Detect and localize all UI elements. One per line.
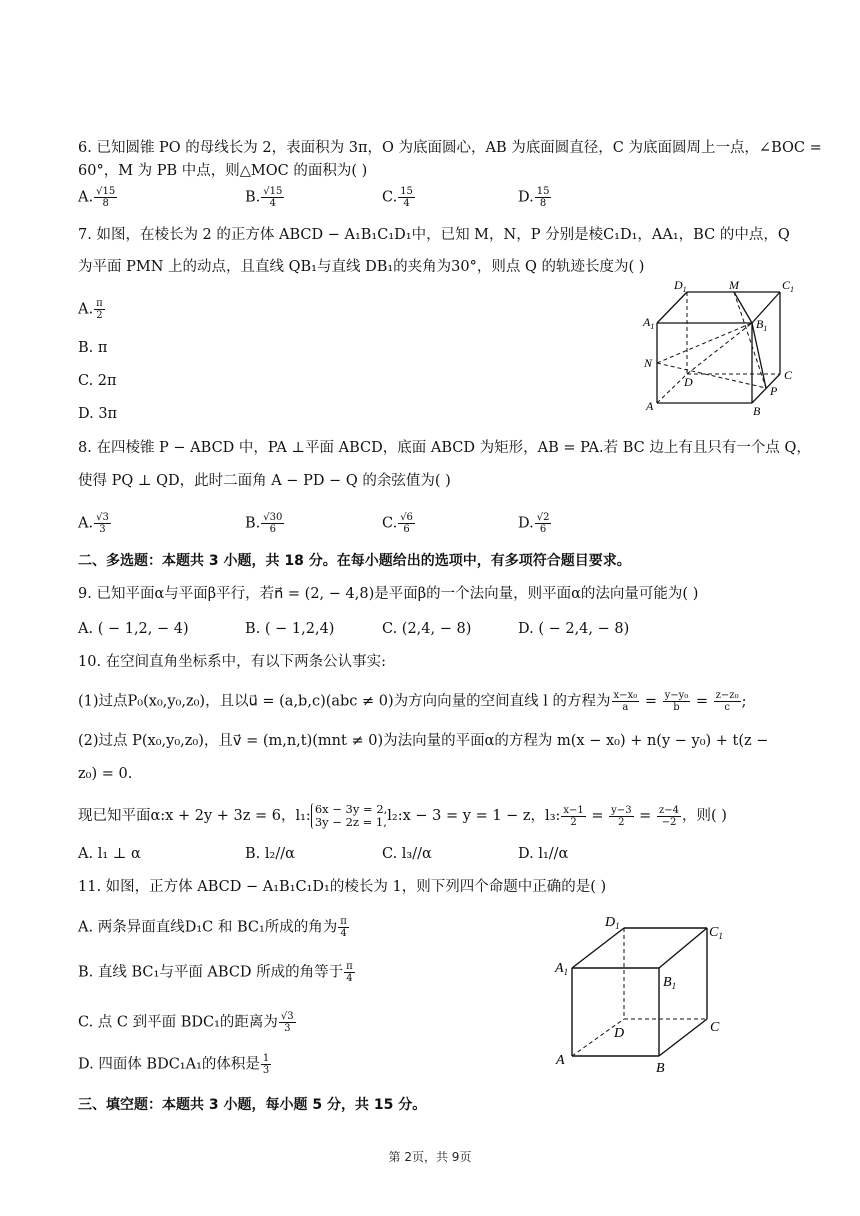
q11-option-a: A. 两条异面直线D₁C 和 BC₁所成的角为 $\frac{\pi}{4}$ bbox=[78, 916, 347, 939]
q6-option-d: D. $\frac{15}{8}$ bbox=[518, 186, 550, 209]
q11-label-d: D bbox=[614, 1026, 625, 1041]
q10-known-line: 现已知平面α:x + 2y + 3z = 6，l₁: 6x − 3y = 2, 3y − 2z = 1, l₂:x − 3 = y = 1 − z，l₃: $\frac{x-1}{2}$ = $\frac{y-3}{2}$ = $\frac{z-4}{-2}$ ，则( ) bbox=[78, 802, 727, 829]
q7-option-d: D. 3π bbox=[78, 406, 118, 422]
q11-label-c1: $C_1$ bbox=[709, 925, 723, 941]
q9-line1: 9. 已知平面α与平面β平行，若n⃗ = (2, − 4,8)是平面β的一个法向量，则平面α的法向量可能为( ) bbox=[78, 586, 699, 602]
q6-option-b: B. $\frac{√15}{4}$ bbox=[245, 186, 283, 209]
q7-label-p: P bbox=[770, 384, 778, 398]
q7-label-b1: $B_1$ bbox=[756, 317, 768, 333]
q6-option-a: A. $\frac{√15}{8}$ bbox=[78, 186, 116, 209]
page-footer: 第 2页，共 9页 bbox=[388, 1150, 472, 1164]
q11-option-c: C. 点 C 到平面 BDC₁的距离为 $\frac{√3}{3}$ bbox=[78, 1011, 294, 1034]
q7-label-d1: $D_1$ bbox=[674, 278, 687, 294]
q10-fact1: (1)过点P₀(x₀,y₀,z₀)，且以u⃗ = (a,b,c)(abc ≠ 0)为方向向量的空间直线 l 的方程为 $\frac{\text{x−x₀}}{a}$ = $\frac{\text{y−y₀}}{b}$ = $\frac{\text{z−z₀}}{c}$ ; bbox=[78, 690, 747, 713]
q7-option-c: C. 2π bbox=[78, 373, 117, 389]
q7-line1: 7. 如图，在棱长为 2 的正方体 ABCD − A₁B₁C₁D₁中，已知 M，N，P 分别是棱C₁D₁，AA₁，BC 的中点，Q bbox=[78, 227, 790, 243]
q7-option-b: B. π bbox=[78, 340, 108, 356]
q9-option-d: D. ( − 2,4, − 8) bbox=[518, 621, 630, 637]
q10-fact2-line1: (2)过点 P(x₀,y₀,z₀)，且v⃗ = (m,n,t)(mnt ≠ 0)为法向量的平面α的方程为 m(x − x₀) + n(y − y₀) + t(z − bbox=[78, 733, 769, 749]
q7-option-a: A. $\frac{\pi}{2}$ bbox=[78, 298, 103, 321]
q8-line1: 8. 在四棱锥 P − ABCD 中，PA ⊥平面 ABCD，底面 ABCD 为矩形，AB = PA.若 BC 边上有且只有一个点 Q， bbox=[78, 440, 811, 456]
q9-option-a: A. ( − 1,2, − 4) bbox=[78, 621, 189, 637]
q7-line2: 为平面 PMN 上的动点，且直线 QB₁与直线 DB₁的夹角为30°，则点 Q 的轨迹长度为( ) bbox=[78, 259, 645, 275]
q10-option-a: A. l₁ ⊥ α bbox=[78, 846, 141, 862]
section-heading-fill-in: 三、填空题：本题共 3 小题，每小题 5 分，共 15 分。 bbox=[78, 1097, 427, 1113]
q7-label-a1: $A_1$ bbox=[643, 315, 655, 331]
q8-option-b: B. $\frac{√30}{6}$ bbox=[245, 512, 283, 535]
q11-label-a1: $A_1$ bbox=[555, 961, 569, 977]
q8-option-c: C. $\frac{√6}{6}$ bbox=[382, 512, 413, 535]
section-heading-multiple-choice: 二、多选题：本题共 3 小题，共 18 分。在每小题给出的选项中，有多项符合题目要求。 bbox=[78, 553, 631, 569]
q10-fact2-line2: z₀) = 0. bbox=[78, 766, 133, 782]
q10-line1: 10. 在空间直角坐标系中，有以下两条公认事实: bbox=[78, 654, 387, 670]
q11-label-c: C bbox=[710, 1020, 720, 1035]
q6-line1: 6. 已知圆锥 PO 的母线长为 2，表面积为 3π，O 为底面圆心，AB 为底面圆直径，C 为底面圆周上一点，∠BOC = bbox=[78, 140, 822, 156]
q7-label-n: N bbox=[644, 356, 653, 370]
q7-cube-figure bbox=[640, 276, 800, 418]
q11-cube-figure bbox=[553, 914, 735, 1074]
q11-label-d1: $D_1$ bbox=[605, 915, 620, 931]
q7-label-m: M bbox=[729, 278, 739, 292]
q11-label-b1: $B_1$ bbox=[663, 975, 677, 991]
q8-option-a: A. $\frac{√3}{3}$ bbox=[78, 512, 109, 535]
q10-option-d: D. l₁//α bbox=[518, 846, 569, 862]
q7-label-d: D bbox=[684, 375, 693, 389]
q8-option-d: D. $\frac{√2}{6}$ bbox=[518, 512, 550, 535]
q11-option-d: D. 四面体 BDC₁A₁的体积是 $\frac{1}{3}$ bbox=[78, 1053, 270, 1076]
q7-label-c: C bbox=[784, 368, 793, 382]
q9-option-b: B. ( − 1,2,4) bbox=[245, 621, 335, 637]
q10-option-b: B. l₂//α bbox=[245, 846, 295, 862]
q10-option-c: C. l₃//α bbox=[382, 846, 432, 862]
q11-label-a: A bbox=[556, 1053, 565, 1068]
q8-line2: 使得 PQ ⊥ QD，此时二面角 A − PD − Q 的余弦值为( ) bbox=[78, 473, 451, 489]
q7-label-b: B bbox=[753, 404, 761, 418]
q11-option-b: B. 直线 BC₁与平面 ABCD 所成的角等于 $\frac{\pi}{4}$ bbox=[78, 961, 353, 984]
q7-label-c1: $C_1$ bbox=[782, 278, 795, 294]
q11-line1: 11. 如图，正方体 ABCD − A₁B₁C₁D₁的棱长为 1，则下列四个命题中正确的是( ) bbox=[78, 879, 607, 895]
q7-label-a: A bbox=[646, 399, 654, 413]
q9-option-c: C. (2,4, − 8) bbox=[382, 621, 472, 637]
q6-line2: 60°，M 为 PB 中点，则△MOC 的面积为( ) bbox=[78, 163, 368, 179]
q11-label-b: B bbox=[656, 1061, 665, 1074]
q6-option-c: C. $\frac{15}{4}$ bbox=[382, 186, 413, 209]
